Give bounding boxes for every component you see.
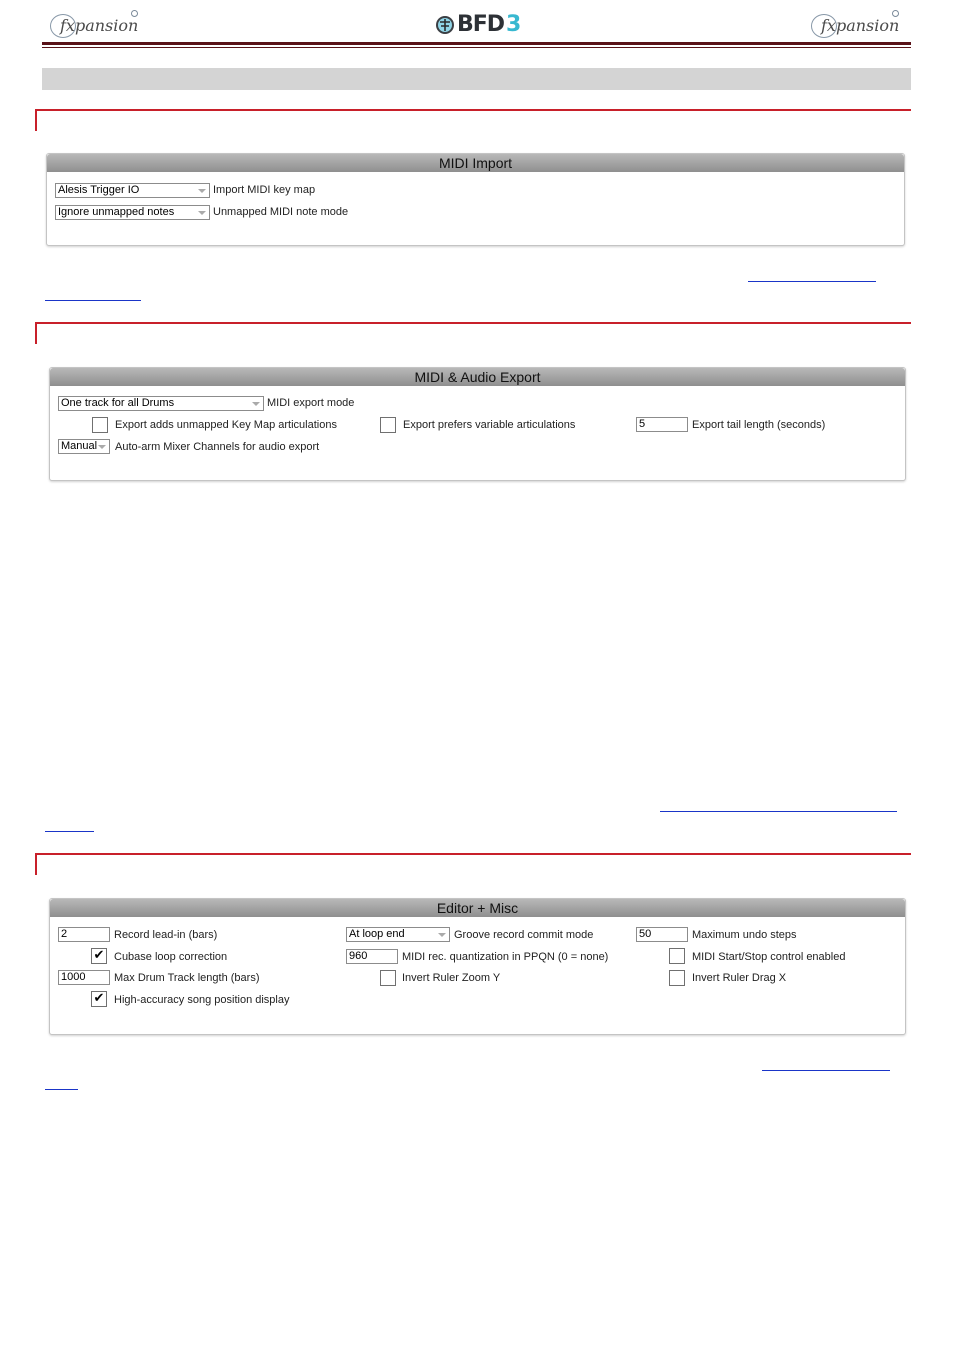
invert-zoom-y-label: Invert Ruler Zoom Y	[402, 972, 501, 984]
bfd-text: BFD	[457, 12, 505, 37]
link-underline[interactable]	[45, 300, 141, 301]
high-accuracy-label: High-accuracy song position display	[114, 994, 290, 1006]
link-underline[interactable]	[762, 1070, 890, 1071]
chevron-down-icon	[198, 189, 206, 193]
midi-startstop-checkbox[interactable]	[669, 948, 685, 964]
dropdown-value: One track for all Drums	[61, 397, 175, 409]
invert-zoom-y-checkbox[interactable]	[380, 970, 396, 986]
input-value: 50	[639, 928, 652, 940]
unmapped-mode-label: Unmapped MIDI note mode	[213, 206, 349, 218]
logo-text: fxpansion	[821, 16, 900, 35]
midi-export-mode-dropdown[interactable]	[58, 396, 264, 411]
fxpansion-logo-left	[50, 12, 145, 38]
invert-drag-x-label: Invert Ruler Drag X	[692, 972, 787, 984]
max-undo-input[interactable]	[636, 927, 688, 942]
section-divider-2	[35, 322, 911, 344]
midi-quant-label: MIDI rec. quantization in PPQN (0 = none)	[402, 951, 609, 963]
panel-title: MIDI Import	[47, 154, 904, 172]
check-icon: ✔	[93, 991, 105, 1006]
input-value: 960	[349, 950, 368, 962]
section-divider-1	[35, 109, 911, 131]
input-value: 2	[61, 928, 68, 940]
bfd-version-text: 3	[506, 12, 522, 37]
link-underline[interactable]	[45, 831, 94, 832]
auto-arm-label: Auto-arm Mixer Channels for audio export	[115, 441, 320, 453]
unmapped-articulations-checkbox[interactable]	[92, 417, 108, 433]
chevron-down-icon	[98, 445, 106, 449]
max-drum-track-label: Max Drum Track length (bars)	[114, 972, 260, 984]
chevron-down-icon	[252, 402, 260, 406]
variable-articulations-checkbox[interactable]	[380, 417, 396, 433]
input-value: 1000	[61, 971, 86, 983]
header-rule	[42, 42, 911, 45]
cubase-loop-label: Cubase loop correction	[114, 951, 228, 963]
import-keymap-label: Import MIDI key map	[213, 184, 316, 196]
groove-commit-label: Groove record commit mode	[454, 929, 594, 941]
bfd-emblem-icon	[435, 15, 455, 35]
fxpansion-logo-right	[811, 12, 906, 38]
max-undo-label: Maximum undo steps	[692, 929, 797, 941]
unmapped-mode-dropdown[interactable]	[55, 205, 210, 220]
input-value: 5	[639, 418, 646, 430]
link-underline[interactable]	[748, 281, 876, 282]
dropdown-value: At loop end	[349, 928, 405, 940]
record-lead-in-input[interactable]	[58, 927, 110, 942]
bfd3-logo	[435, 12, 527, 38]
midi-export-mode-label: MIDI export mode	[267, 397, 355, 409]
logo-text: fxpansion	[60, 16, 139, 35]
section-divider-3	[35, 853, 911, 875]
groove-commit-dropdown[interactable]	[346, 927, 450, 942]
link-underline[interactable]	[45, 1089, 78, 1090]
gray-banner	[42, 68, 911, 90]
max-drum-track-input[interactable]	[58, 970, 110, 985]
check-icon: ✔	[93, 948, 105, 963]
auto-arm-dropdown[interactable]	[58, 439, 110, 454]
record-lead-in-label: Record lead-in (bars)	[114, 929, 218, 941]
tail-length-label: Export tail length (seconds)	[692, 419, 826, 431]
dropdown-value: Alesis Trigger IO	[58, 184, 140, 196]
chevron-down-icon	[438, 933, 446, 937]
link-underline[interactable]	[660, 811, 897, 812]
chevron-down-icon	[198, 211, 206, 215]
panel-title: MIDI & Audio Export	[50, 368, 905, 386]
dropdown-value: Manual	[61, 440, 98, 452]
midi-quant-input[interactable]	[346, 949, 398, 964]
panel-title: Editor + Misc	[50, 899, 905, 917]
variable-articulations-label: Export prefers variable articulations	[403, 419, 576, 431]
midi-startstop-label: MIDI Start/Stop control enabled	[692, 951, 846, 963]
header-rule-thin	[42, 47, 911, 48]
cubase-loop-checkbox[interactable]	[91, 948, 107, 964]
dropdown-value: Ignore unmapped notes	[58, 206, 175, 218]
tail-length-input[interactable]	[636, 417, 688, 432]
high-accuracy-checkbox[interactable]	[91, 991, 107, 1007]
unmapped-articulations-label: Export adds unmapped Key Map articulations	[115, 419, 337, 431]
import-keymap-dropdown[interactable]	[55, 183, 210, 198]
midi-import-panel	[46, 153, 905, 246]
editor-misc-panel	[49, 898, 906, 1035]
invert-drag-x-checkbox[interactable]	[669, 970, 685, 986]
